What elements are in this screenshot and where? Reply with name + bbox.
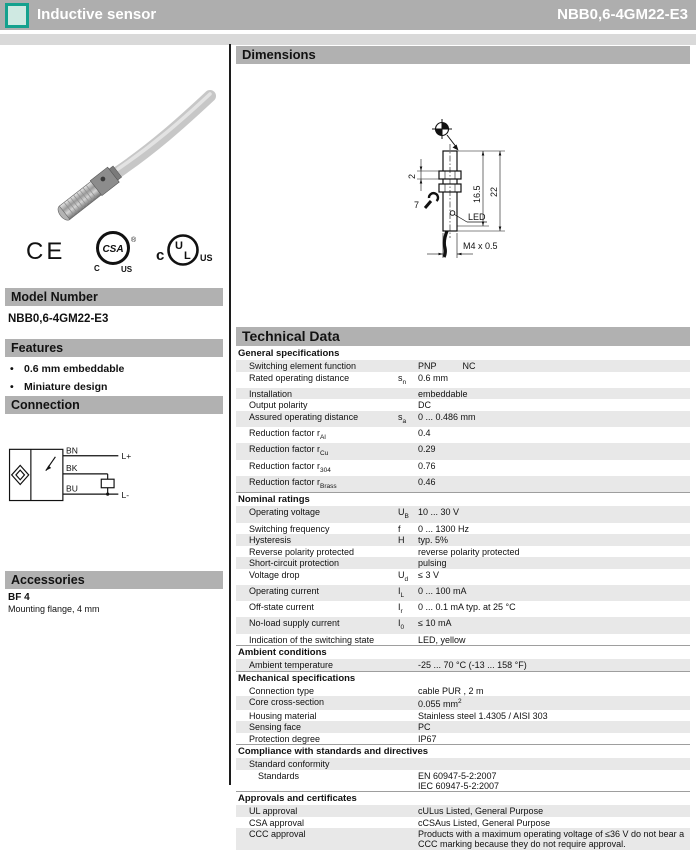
spec-value: cULus Listed, General Purpose <box>418 806 544 817</box>
column-divider <box>229 44 231 785</box>
spec-value: typ. 5% <box>418 535 449 546</box>
spec-value: Stainless steel 1.4305 / AISI 303 <box>418 710 548 721</box>
spec-value: IP67 <box>418 733 437 744</box>
spec-value: DC <box>418 400 431 411</box>
spec-row <box>236 399 690 411</box>
spec-label: UL approval <box>249 806 298 817</box>
connection-diagram <box>6 444 156 508</box>
spec-value: 0.055 $mm^2$ <box>418 698 462 710</box>
spec-row <box>236 721 690 733</box>
spec-label: Assured operating distance <box>249 411 359 422</box>
spec-row <box>236 443 690 459</box>
spec-row <box>236 476 690 492</box>
spec-label: Reverse polarity protected <box>249 546 355 557</box>
dim-165-label: 16.5 <box>472 185 482 203</box>
spec-label: Operating voltage <box>249 507 321 518</box>
spec-row <box>236 585 690 601</box>
svg-text:CE: CE <box>26 238 66 265</box>
dimensions-heading: Dimensions <box>236 46 690 64</box>
dim-7-label: 7 <box>414 200 420 210</box>
spec-row <box>236 427 690 443</box>
spec-section-title: Nominal ratings <box>236 492 690 506</box>
spec-value: cable PUR , 2 m <box>418 685 484 696</box>
csa-mark <box>94 233 137 275</box>
svg-text:C: C <box>94 264 100 273</box>
header-sub-band <box>0 34 696 45</box>
spec-symbol: H <box>398 535 405 546</box>
sensor-symbol <box>12 465 29 484</box>
spec-label: Reduction factor $r_{Brass}$ <box>249 476 337 490</box>
spec-symbol: $U_B$ <box>398 507 409 521</box>
spec-row <box>236 805 690 817</box>
spec-label: Switching frequency <box>249 523 330 534</box>
spec-label: Reduction factor $r_{Al}$ <box>249 428 326 441</box>
spec-section-title: Ambient conditions <box>236 645 690 659</box>
spec-label: Installation <box>249 388 293 399</box>
certification-marks <box>20 228 220 274</box>
spec-row <box>236 696 690 710</box>
technical-table <box>236 347 690 850</box>
sensor-body <box>55 164 123 223</box>
cable-tail <box>444 231 447 257</box>
ce-mark <box>26 238 65 265</box>
spec-row <box>236 360 690 372</box>
spec-label: Housing material <box>249 710 317 721</box>
spec-symbol: $I_r$ <box>398 602 403 615</box>
spec-value: 0 ... 100 mA <box>418 585 467 596</box>
led-label: LED <box>468 212 486 222</box>
spec-row <box>236 557 690 569</box>
spec-row <box>236 828 690 850</box>
accessories-heading: Accessories <box>5 571 223 589</box>
spec-value: cCSAus Listed, General Purpose <box>418 817 551 828</box>
spec-label: Sensing face <box>249 722 302 733</box>
thread-label: M4 x 0.5 <box>463 241 498 251</box>
spec-row <box>236 372 690 388</box>
spec-section-title: Mechanical specifications <box>236 671 690 685</box>
spec-label: Reduction factor $r_{304}$ <box>249 460 331 474</box>
spec-row <box>236 733 690 745</box>
spec-label: Rated operating distance <box>249 372 350 383</box>
spec-value: ≤ 3 V <box>418 569 439 580</box>
spec-row <box>236 411 690 427</box>
model-number-value: NBB0,6-4GM22-E3 <box>8 313 109 325</box>
page-title: Inductive sensor <box>37 6 157 23</box>
spec-label: Reduction factor $r_{Cu}$ <box>249 444 329 458</box>
spec-value: EN 60947-5-2:2007 IEC 60947-5-2:2007 <box>418 770 500 791</box>
spec-label: Operating current <box>249 585 320 596</box>
spec-value: 0 ... 0.486 mm <box>418 411 476 422</box>
spec-symbol: $s_a$ <box>398 411 407 425</box>
spec-value: PC <box>418 722 431 733</box>
spec-label: Switching element function <box>249 361 357 371</box>
svg-text:L: L <box>184 250 191 262</box>
spec-symbol: f <box>398 523 401 534</box>
features-list <box>10 360 220 396</box>
page-header-bar <box>0 0 696 30</box>
header-model-number: NBB0,6-4GM22-E3 <box>557 6 688 23</box>
svg-text:U: U <box>175 240 183 252</box>
spec-row <box>236 758 690 770</box>
spec-row <box>236 388 690 400</box>
spec-label: Protection degree <box>249 733 321 744</box>
svg-text:CSA: CSA <box>102 244 124 255</box>
technical-data-heading: Technical Data <box>236 327 690 346</box>
spec-row <box>236 601 690 617</box>
spec-label: Ambient temperature <box>249 660 334 671</box>
spec-label: Core cross-section <box>249 697 325 708</box>
wire-label-bk: BK <box>66 463 78 474</box>
spec-row <box>236 534 690 546</box>
spec-value: reverse polarity protected <box>418 546 520 557</box>
spec-section-title: General specifications <box>238 348 340 359</box>
spec-row <box>236 523 690 535</box>
spec-symbol: $I_0$ <box>398 618 405 632</box>
spec-value: PNP NC <box>418 361 476 371</box>
spec-label: Indication of the switching state <box>249 634 375 645</box>
brand-logo <box>5 3 29 28</box>
spec-label: No-load supply current <box>249 618 340 629</box>
spec-row <box>236 569 690 585</box>
wire-label-lplus: L+ <box>121 450 132 461</box>
wrench-symbol <box>425 193 438 208</box>
spec-symbol: $U_d$ <box>398 569 409 583</box>
spec-row <box>236 617 690 633</box>
spec-label: CSA approval <box>249 817 305 828</box>
spec-label: Standard conformity <box>249 759 330 770</box>
dim-22-label: 22 <box>489 186 499 197</box>
wire-label-bn: BN <box>66 445 78 456</box>
features-heading: Features <box>5 339 223 357</box>
wire-label-bu: BU <box>66 483 78 494</box>
svg-text:US: US <box>200 253 213 263</box>
output-arrow <box>46 465 51 470</box>
connection-heading: Connection <box>5 396 223 414</box>
spec-value: 0 ... 1300 Hz <box>418 523 470 534</box>
cul-us-mark <box>156 236 213 265</box>
product-photo-drawing <box>8 56 220 228</box>
spec-row <box>236 710 690 722</box>
product-photo <box>8 56 220 228</box>
spec-row <box>236 659 690 671</box>
spec-value: pulsing <box>418 558 447 569</box>
spec-value: Products with a maximum operating voltage of ≤36 V do not bear a CCC marking because they do not require approval. <box>418 829 685 850</box>
spec-row <box>236 634 690 646</box>
spec-value: 10 ... 30 V <box>418 507 460 518</box>
spec-value: 0.4 <box>418 428 431 439</box>
dim-2-lines <box>417 159 439 191</box>
spec-value: ≤ 10 mA <box>418 618 452 629</box>
spec-label: CCC approval <box>249 829 306 840</box>
spec-section-title: Approvals and certificates <box>236 791 690 805</box>
spec-row <box>236 817 690 829</box>
svg-text:®: ® <box>131 237 137 244</box>
target-symbol <box>432 119 459 151</box>
spec-label: Output polarity <box>249 400 308 411</box>
spec-row <box>236 506 690 522</box>
svg-text:c: c <box>156 247 165 264</box>
svg-text:US: US <box>121 265 133 274</box>
spec-label: Voltage drop <box>249 569 300 580</box>
spec-value: embeddable <box>418 388 468 399</box>
led-indicator <box>450 211 455 216</box>
spec-label: Standards <box>258 770 300 781</box>
dim-2-label: 2 <box>407 173 417 179</box>
spec-symbol: $s_n$ <box>398 372 407 386</box>
spec-symbol: $I_L$ <box>398 585 405 599</box>
spec-row <box>236 460 690 476</box>
feature-item: • Miniature design <box>10 378 220 396</box>
spec-row <box>236 685 690 697</box>
spec-label: Hysteresis <box>249 535 292 546</box>
spec-value: 0 ... 0.1 mA typ. at 25 °C <box>418 602 516 613</box>
spec-value: 0.29 <box>418 444 436 455</box>
accessory-description: Mounting flange, 4 mm <box>8 604 100 614</box>
spec-section-title: Compliance with standards and directives <box>236 744 690 758</box>
model-number-heading: Model Number <box>5 288 223 306</box>
wire-label-lminus: L- <box>121 489 130 500</box>
spec-row <box>236 770 690 792</box>
load-symbol <box>101 479 114 488</box>
spec-value: 0.46 <box>418 476 436 487</box>
spec-value: 0.76 <box>418 460 436 471</box>
dimension-drawing <box>405 116 585 296</box>
spec-value: 0.6 mm <box>418 372 449 383</box>
spec-value: LED, yellow <box>418 634 466 645</box>
spec-label: Off-state current <box>249 602 314 613</box>
spec-row <box>236 546 690 558</box>
spec-value: -25 ... 70 °C (-13 ... 158 °F) <box>418 660 527 671</box>
spec-label: Short-circuit protection <box>249 558 340 569</box>
accessory-name: BF 4 <box>8 592 30 603</box>
feature-item: • 0.6 mm embeddable <box>10 360 220 378</box>
spec-label: Connection type <box>249 685 315 696</box>
